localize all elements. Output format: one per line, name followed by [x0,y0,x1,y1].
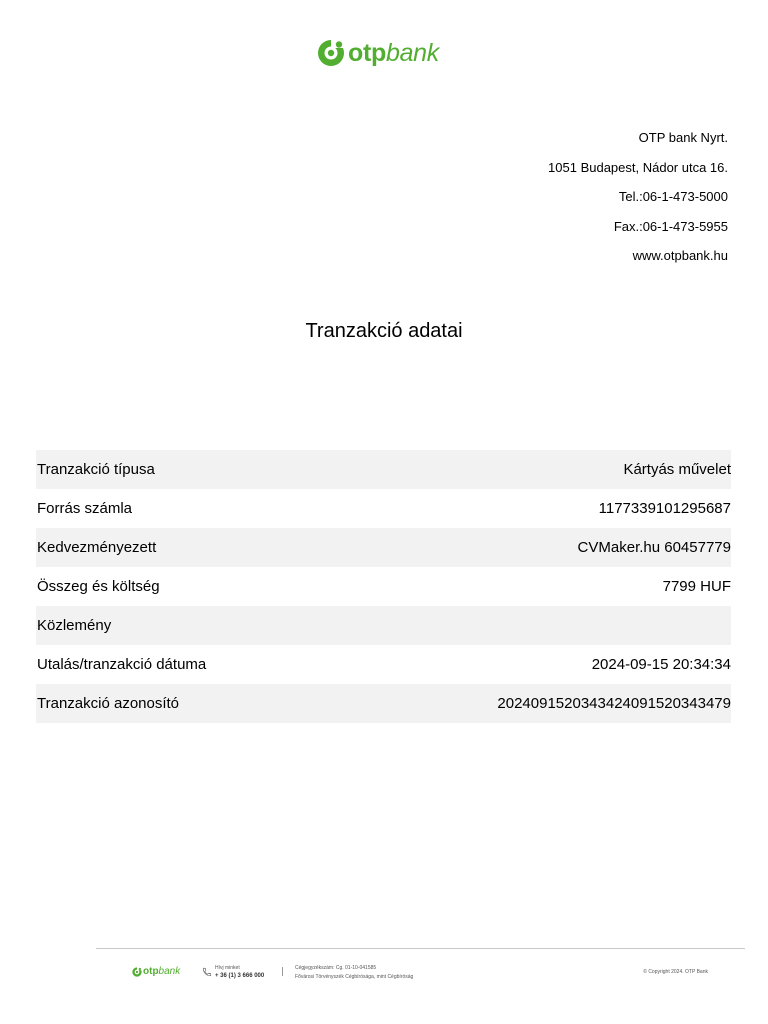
footer-phone [215,964,264,980]
call-label: Hívj minket [215,965,240,971]
bank-name: OTP bank Nyrt. [638,130,728,145]
transaction-details-table [36,450,731,723]
page-footer [0,962,768,986]
table-row [36,645,731,684]
page-title: Tranzakció adatai [305,320,463,342]
otp-logo-icon [132,967,142,977]
bank-tel: Tel.:06-1-473-5000 [618,189,728,204]
row-value: 20240915203434240915203434​79 [497,695,731,712]
table-row [36,684,731,723]
row-label: Összeg és költség [37,578,160,595]
phone-number[interactable]: + 36 (1) 3 666 000 [215,973,265,979]
bank-website: www.otpbank.hu [632,248,728,263]
bank-fax: Fax.:06-1-473-5955 [613,218,728,234]
row-label: Tranzakció típusa [37,461,155,478]
bank-street: 1051 Budapest, Nádor utca 16. [548,159,728,175]
row-label: Tranzakció azonosító [37,695,180,712]
bank-address [548,128,728,276]
footer-logo-wordmark: otpbank [143,966,181,977]
row-value: 7799 HUF [662,578,731,595]
table-row [36,528,731,567]
logo-wordmark: otpbank [348,39,439,67]
registration-court: Fővárosi Törvényszék Cégbírósága, mint Cégbíróság [295,974,414,980]
phone-icon [202,967,212,977]
row-value: 2024-09-15 20:34:34 [591,656,731,673]
table-row [36,606,731,645]
otp-bank-logo [317,36,439,70]
otp-logo-icon [317,39,345,67]
footer-logo [132,966,180,977]
footer-copyright: © Copyright 2024. OTP Bank [643,969,708,975]
row-label: Forrás számla [37,500,133,517]
footer-registration [295,964,413,982]
row-value: 1177339101295687 [598,500,731,517]
table-row [36,450,731,489]
row-label: Utalás/tranzakció dátuma [37,656,207,673]
row-label: Közlemény [37,617,112,634]
registration-number: Cégjegyzékszám: Cg. 01-10-041585 [295,965,377,971]
footer-divider [96,948,745,949]
table-row [36,567,731,606]
table-row [36,489,731,528]
row-label: Kedvezményezett [37,539,157,556]
row-value: Kártyás művelet [623,461,731,478]
footer-separator [282,967,283,976]
row-value: CVMaker.hu 60457779 [577,539,731,556]
